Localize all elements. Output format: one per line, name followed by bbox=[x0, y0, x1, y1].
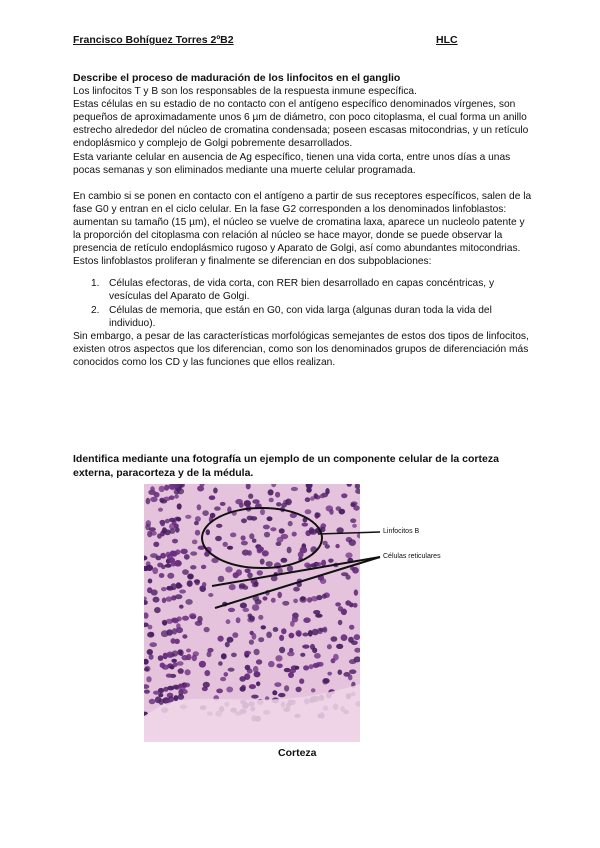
label-reticular-cells: Células reticulares bbox=[383, 553, 441, 560]
paragraph-subpopulations: Estos linfoblastos proliferan y finalmente se diferencian en dos subpoblaciones: bbox=[73, 256, 432, 268]
paragraph-virgin-cells: Estas células en su estadio de no contacto con el antígeno específico denominados vírgenes, son pequeños de aproximadamente unos 6 µm de diámetro, con poco citoplasma, el cual forma un anillo estrecho alrededor del núcleo de cromatina condensada; poseen escasas mitocondrias, y un retículo endoplásmico y complejo de Golgi pobremente desarrollados. bbox=[73, 99, 529, 150]
question-maturation: Describe el proceso de maduración de los linfocitos en el ganglio bbox=[73, 72, 401, 84]
label-lymphocytes-b: Linfocitos B bbox=[383, 528, 420, 535]
subject-header: HLC bbox=[436, 34, 458, 46]
paragraph-short-life: Esta variante celular en ausencia de Ag específico, tienen una vida corta, entre unos días a unas pocas semanas y son eliminados mediante una muerte celular programada. bbox=[73, 151, 511, 176]
reticular-pointer-1 bbox=[212, 557, 380, 586]
paragraph-intro: Los linfocitos T y B son los responsables de la respuesta inmune específica. bbox=[73, 86, 417, 98]
list-number: 1. bbox=[91, 278, 100, 290]
question-photo: Identifica mediante una fotografía un ejemplo de un componente celular de la corteza externa, paracorteza y de la médula. bbox=[73, 453, 499, 479]
list-number: 2. bbox=[91, 304, 100, 316]
b-cell-circle bbox=[202, 508, 322, 568]
author-header: Francisco Bohíguez Torres 2ºB2 bbox=[73, 34, 234, 46]
figure-caption: Corteza bbox=[278, 747, 317, 759]
list-text: Células efectoras, de vida corta, con RER bien desarrollado en capas concéntricas, y vesículas del Aparato de Golgi. bbox=[109, 278, 495, 303]
list-text: Células de memoria, que están en G0, con vida larga (algunas duran toda la vida del individuo). bbox=[109, 304, 492, 329]
reticular-pointer-2 bbox=[215, 557, 380, 608]
paragraph-lymphoblasts: En cambio si se ponen en contacto con el antígeno a partir de sus receptores específicos, salen de la fase G0 y entran en el ciclo celular. En la fase G2 corresponden a los denominados linfoblastos: aumentan su tamaño (15 µm), el núcleo se vuelve de cromatina laxa, aparece un nucleolo patente y la proporción del citoplasma con relación al núcleo se hace mayor, donde se puede observar la presencia de retículo endoplásmico rugoso y Aparato de Golgi, así como abundantes mitocondrias. bbox=[73, 190, 532, 255]
paragraph-differences: Sin embargo, a pesar de las características morfológicas semejantes de estos dos tipos de linfocitos, existen otros aspectos que los diferencian, como son los denominados grupos de diferenciación más conocidos como los CD y las funciones que ellos realizan. bbox=[73, 330, 529, 368]
b-cell-pointer bbox=[318, 532, 380, 534]
